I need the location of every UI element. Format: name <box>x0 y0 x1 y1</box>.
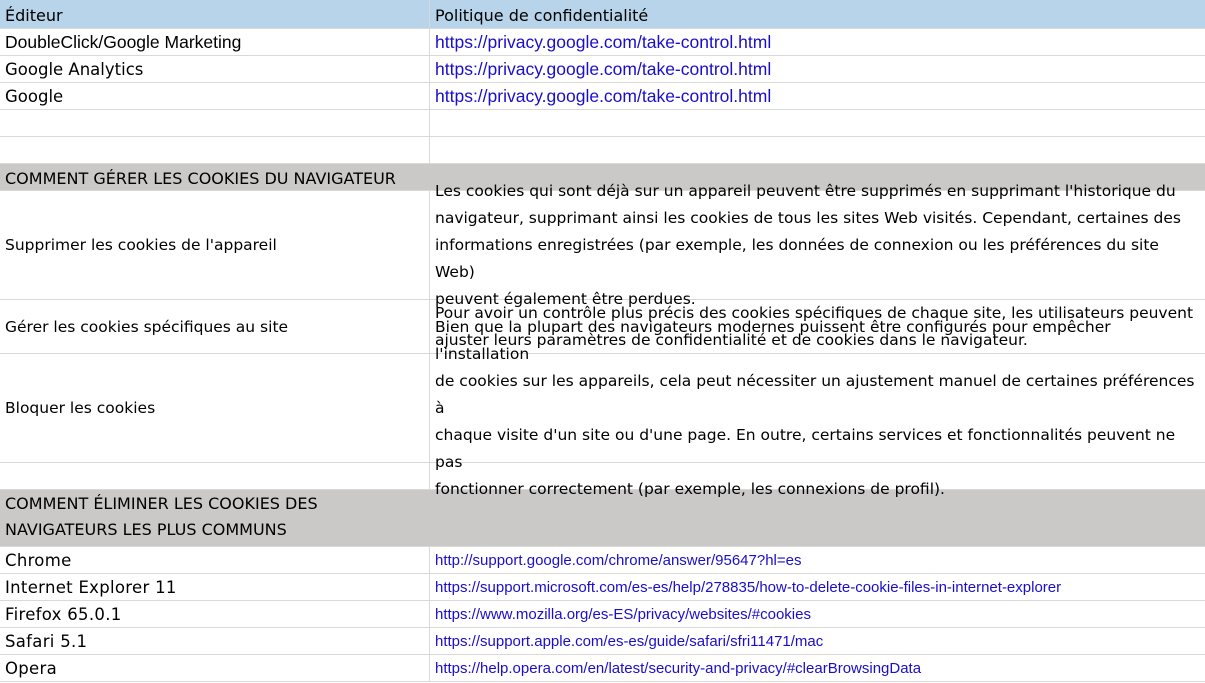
header-publisher[interactable]: Éditeur <box>0 0 430 28</box>
empty-cell[interactable] <box>430 110 1205 136</box>
section-title-line: NAVIGATEURS LES PLUS COMMUNS <box>5 520 287 539</box>
description-line: chaque visite d'un site ou d'une page. En outre, certains services et fonctionnalités peuvent ne pas <box>435 425 1176 471</box>
table-row <box>0 56 1205 83</box>
browser-name[interactable]: Safari 5.1 <box>0 628 430 654</box>
description-line: Bien que la plupart des navigateurs modernes puissent être configurés pour empêcher l'installation <box>435 317 1111 363</box>
section-title-remove-cookies[interactable] <box>0 490 1205 547</box>
row-description[interactable] <box>430 181 1205 308</box>
privacy-link[interactable]: https://privacy.google.com/take-control.html <box>435 58 772 79</box>
browser-help-link[interactable]: http://support.google.com/chrome/answer/95647?hl=es <box>435 551 802 569</box>
table-row <box>0 83 1205 110</box>
row-label[interactable]: Bloquer les cookies <box>0 354 430 462</box>
header-privacy-policy[interactable]: Politique de confidentialité <box>435 6 649 25</box>
table-row <box>0 574 1205 601</box>
description-line: de cookies sur les appareils, cela peut nécessiter un ajustement manuel de certaines préférences à <box>435 371 1195 417</box>
browser-name[interactable]: Chrome <box>0 547 430 573</box>
publisher-name[interactable]: Google <box>0 83 430 109</box>
row-label[interactable]: Supprimer les cookies de l'appareil <box>0 191 430 299</box>
description-line: Pour avoir un contrôle plus précis des cookies spécifiques de chaque site, les utilisateurs peuvent <box>435 303 1194 322</box>
header-row <box>0 0 1205 29</box>
description-line: navigateur, supprimant ainsi les cookies de tous les sites Web visités. Cependant, certaines des <box>435 208 1182 227</box>
publisher-name[interactable]: Google Analytics <box>0 56 430 82</box>
privacy-link[interactable]: https://privacy.google.com/take-control.html <box>435 31 772 52</box>
empty-row <box>0 137 1205 164</box>
table-row <box>0 655 1205 682</box>
browser-name[interactable]: Opera <box>0 655 430 681</box>
row-label[interactable]: Gérer les cookies spécifiques au site <box>0 300 430 353</box>
publisher-name[interactable]: DoubleClick/Google Marketing <box>0 29 430 55</box>
privacy-link[interactable]: https://privacy.google.com/take-control.html <box>435 85 772 106</box>
browser-help-link[interactable]: https://support.apple.com/es-es/guide/safari/sfri11471/mac <box>435 632 824 650</box>
table-row <box>0 628 1205 655</box>
empty-cell[interactable] <box>0 137 430 163</box>
description-line: peuvent également être perdues. <box>435 289 696 308</box>
browser-help-link[interactable]: https://support.microsoft.com/es-es/help/278835/how-to-delete-cookie-files-in-internet-explorer <box>435 578 1062 596</box>
browser-name[interactable]: Internet Explorer 11 <box>0 574 430 600</box>
empty-cell[interactable] <box>0 110 430 136</box>
table-row <box>0 29 1205 56</box>
empty-cell[interactable] <box>430 463 1205 489</box>
description-line: fonctionner correctement (par exemple, les connexions de profil). <box>435 479 945 498</box>
section-title-manage-cookies[interactable]: COMMENT GÉRER LES COOKIES DU NAVIGATEUR <box>0 164 1205 191</box>
table-row <box>0 601 1205 628</box>
browser-help-link[interactable]: https://www.mozilla.org/es-ES/privacy/websites/#cookies <box>435 605 811 623</box>
description-line: ajuster leurs paramètres de confidentialité et de cookies dans le navigateur. <box>435 330 1028 349</box>
empty-cell[interactable] <box>0 463 430 489</box>
section-title-line: COMMENT ÉLIMINER LES COOKIES DES <box>5 494 318 513</box>
empty-cell[interactable] <box>430 137 1205 163</box>
description-line: informations enregistrées (par exemple, les données de connexion ou les préférences du site Web) <box>435 235 1159 281</box>
table-row <box>0 547 1205 574</box>
empty-row <box>0 110 1205 137</box>
empty-row <box>0 463 1205 490</box>
browser-help-link[interactable]: https://help.opera.com/en/latest/security-and-privacy/#clearBrowsingData <box>435 659 922 677</box>
table-row <box>0 181 1205 308</box>
description-line: Les cookies qui sont déjà sur un appareil peuvent être supprimés en supprimant l'historique du <box>435 181 1176 200</box>
browser-name[interactable]: Firefox 65.0.1 <box>0 601 430 627</box>
